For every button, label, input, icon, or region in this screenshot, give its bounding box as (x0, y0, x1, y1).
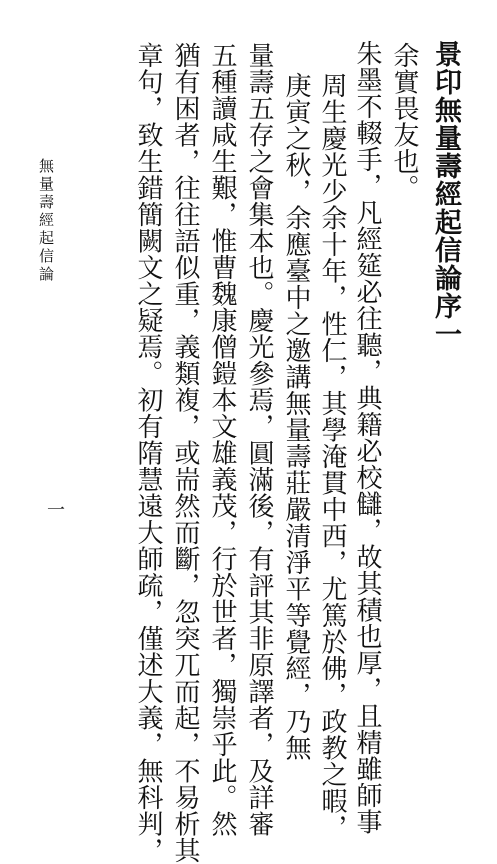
preface-title: 景印無量壽經起信論序一 (430, 40, 461, 348)
text-column-3: 周生慶光少余十年，性仁，其學淹貫中西，尤篤於佛，政教之暇， (317, 72, 347, 841)
text-column-6: 五種讀咸生艱，惟曹魏康僧鎧本文雄義茂，行於世者，獨崇乎此。然 (207, 42, 237, 837)
margin-book-title: 無量壽經起信論 (37, 158, 55, 284)
text-column-2: 朱墨不輟手，凡經筵必往聽，典籍必校讎，故其積也厚，且精雖師事 (352, 40, 382, 835)
text-column-1: 余實畏友也。 (389, 42, 419, 201)
text-column-8: 章句，致生錯簡闕文之疑焉。初有隋慧遠大師疏，僅述大義，無科判， (133, 42, 163, 864)
page-number: 一 (44, 500, 65, 518)
text-column-4: 庚寅之秋，余應臺中之邀講無量壽莊嚴清淨平等覺經，乃無 (281, 72, 311, 761)
text-column-5: 量壽五存之會集本也。慶光參焉，圓滿後，有評其非原譯者，及詳審 (244, 42, 274, 837)
text-column-7: 猶有困者，往往語似重，義類複，或耑然而斷，忽突兀而起，不易析其 (170, 42, 200, 864)
